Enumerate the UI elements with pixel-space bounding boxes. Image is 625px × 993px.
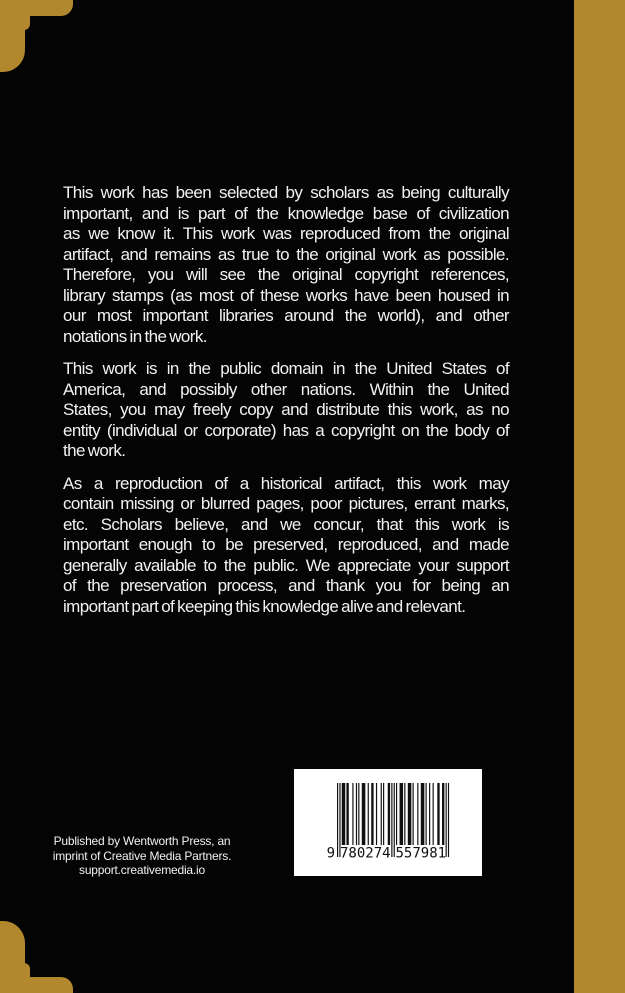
- text-line: of the preservation process, and thank you for being an: [63, 576, 509, 595]
- text-line: important, and is part of the knowledge base of civilization: [63, 203, 509, 223]
- svg-text:780274: 780274: [340, 845, 391, 862]
- publisher-line: imprint of Creative Media Partners.: [52, 848, 232, 863]
- text-line: This work has been selected by scholars as being culturally: [63, 183, 509, 202]
- text-line: etc. Scholars believe, and we concur, that this work is: [63, 514, 509, 534]
- text-line: the work.: [63, 441, 126, 460]
- text-line: artifact, and remains as true to the original work as possible.: [63, 244, 509, 264]
- text-line: as we know it. This work was reproduced from the original: [63, 224, 509, 243]
- text-line: This work is in the public domain in the United States of: [63, 359, 509, 378]
- text-line: contain missing or blurred pages, poor pictures, errant marks,: [63, 494, 509, 513]
- svg-text:9: 9: [326, 845, 335, 862]
- svg-text:557981: 557981: [395, 845, 447, 862]
- text-line: notations in the work.: [63, 326, 207, 346]
- gold-corner-ornament-top-left-icon: [0, 0, 75, 75]
- paragraph: [63, 183, 509, 347]
- publisher-line: Published by Wentworth Press, an: [53, 834, 231, 848]
- text-line: entity (individual or corporate) has a copyright on the body of: [63, 420, 509, 440]
- paragraph: [63, 474, 509, 618]
- paragraph: [63, 359, 509, 462]
- text-line: generally available to the public. We appreciate your support: [63, 555, 509, 575]
- publisher-support-url: support.creativemedia.io: [79, 863, 205, 877]
- text-line: Therefore, you will see the original copyright references,: [63, 265, 509, 284]
- gold-corner-ornament-bottom-left-icon: [0, 918, 75, 993]
- text-line: important part of keeping this knowledge alive and relevant.: [63, 596, 466, 616]
- text-line: important enough to be preserved, reproduced, and made: [63, 535, 509, 554]
- description-text: [63, 183, 509, 629]
- text-line: our most important libraries around the world), and other: [63, 306, 509, 325]
- isbn-barcode: [294, 769, 482, 876]
- publisher-info: [30, 834, 254, 878]
- text-line: America, and possibly other nations. Within the United: [63, 379, 509, 399]
- text-line: States, you may freely copy and distribute this work, as no: [63, 400, 509, 419]
- text-line: library stamps (as most of these works have been housed in: [63, 285, 509, 305]
- gold-border-right: [574, 0, 625, 993]
- text-line: As a reproduction of a historical artifact, this work may: [63, 473, 509, 493]
